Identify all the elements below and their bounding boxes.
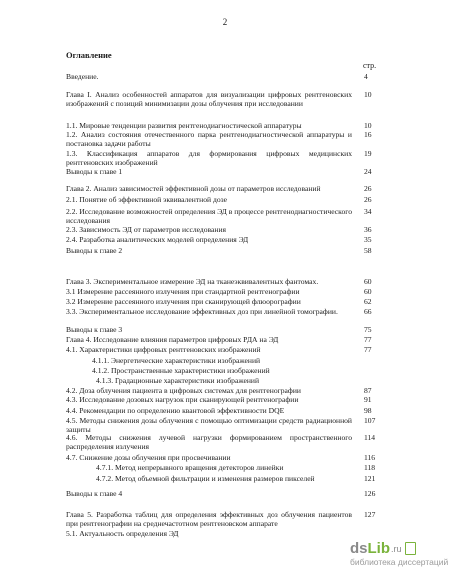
toc-entry xyxy=(66,308,396,317)
toc-entry-text: 4.7.1. Метод непрерывного вращения детекторов линейки xyxy=(96,463,284,472)
toc-entry xyxy=(96,475,396,484)
toc-entry xyxy=(66,417,396,435)
page-column-label: стр. xyxy=(363,61,377,70)
toc-entry-text: 3.2 Измерение рассеянного излучения при сканирующей флюорографии xyxy=(66,297,301,306)
toc-entry xyxy=(66,236,396,245)
toc-entry xyxy=(66,73,396,82)
toc-entry xyxy=(66,530,396,539)
toc-entry xyxy=(66,490,396,499)
watermark xyxy=(350,540,450,567)
toc-entry-text: 3.1 Измерение рассеянного излучения при стандартной рентгенографии xyxy=(66,287,300,296)
toc-entry-page: 4 xyxy=(364,72,368,81)
toc-entry-page: 16 xyxy=(364,130,372,139)
toc-entry xyxy=(66,288,396,297)
toc-entry-text: 4.7. Снижение дозы облучения при просвечивании xyxy=(66,453,231,462)
toc-entry xyxy=(96,377,396,386)
toc-entry-page: 66 xyxy=(364,307,372,316)
toc-entry xyxy=(66,434,396,452)
toc-entry-text: 2.3. Зависимость ЭД от параметров исследования xyxy=(66,225,227,234)
toc-entry-page: 118 xyxy=(364,463,376,472)
toc-entry-text: Глава 3. Экспериментальное измерение ЭД на тканеэквивалентных фантомах. xyxy=(66,277,319,286)
toc-entry-text: 4.6. Методы снижения лучевой нагрузки формированием пространственного распределения излучения xyxy=(66,433,352,451)
book-icon xyxy=(405,542,416,555)
toc-entry xyxy=(66,91,396,109)
toc-entry-text: 2.4. Разработка аналитических моделей определения ЭД xyxy=(66,235,249,244)
toc-entry xyxy=(66,131,396,149)
toc-entry-text: 4.1. Характеристики цифровых рентгеновских изображений xyxy=(66,345,261,354)
toc-entry-page: 26 xyxy=(364,184,372,193)
toc-entry xyxy=(92,357,396,366)
toc-entry xyxy=(66,336,396,345)
toc-entry-page: 77 xyxy=(364,345,372,354)
toc-entry-page: 58 xyxy=(364,246,372,255)
toc-entry-text: 1.2. Анализ состояния отечественного парка рентгенодиагностической аппаратуры и постановка задачи работы xyxy=(66,130,352,148)
toc-entry-page: 19 xyxy=(364,149,372,158)
toc-entry xyxy=(66,326,396,335)
toc-entry-page: 62 xyxy=(364,297,372,306)
toc-entry xyxy=(66,196,396,205)
toc-entry-page: 60 xyxy=(364,287,372,296)
toc-entry-text: 4.1.1. Энергетические характеристики изображений xyxy=(92,356,261,365)
toc-entry xyxy=(66,407,396,416)
toc-entry-text: 4.7.2. Метод объемной фильтрации и изменения размеров пикселей xyxy=(96,474,315,483)
toc-entry-text: Выводы к главе 3 xyxy=(66,325,123,334)
toc-entry-page: 121 xyxy=(364,474,376,483)
toc-entry xyxy=(66,168,396,177)
toc-entry-text: 2.1. Понятие об эффективной эквивалентной дозе xyxy=(66,195,228,204)
toc-entry xyxy=(66,346,396,355)
toc-entry-page: 75 xyxy=(364,325,372,334)
toc-entry-page: 34 xyxy=(364,207,372,216)
toc-entry-text: 4.1.3. Градационные характеристики изображений xyxy=(96,376,260,385)
toc-entry-text: 5.1. Актуальность определения ЭД xyxy=(66,529,179,538)
toc-entry-page: 127 xyxy=(364,510,376,519)
toc-entry-text: 4.5. Методы снижения дозы облучения с помощью оптимизации средств радиационной защиты xyxy=(66,416,352,434)
toc-entry-page: 36 xyxy=(364,225,372,234)
toc-entry-text: Глава 5. Разработка таблиц для определения эффективных доз облучения пациентов при рентгенографии на среднечастотном рентгеновском аппарате xyxy=(66,510,352,528)
toc-entry xyxy=(66,185,396,194)
toc-entry-text: Введение. xyxy=(66,72,99,81)
toc-entry-text: 4.3. Исследование дозовых нагрузок при сканирующей рентгенографии xyxy=(66,395,299,404)
toc-entry xyxy=(66,208,396,226)
toc-entry-page: 98 xyxy=(364,406,372,415)
toc-entry-text: 1.3. Классификация аппаратов для формирования цифровых медицинских рентгеновских изображений xyxy=(66,149,352,167)
toc-entry-page: 26 xyxy=(364,195,372,204)
toc-entry-page: 87 xyxy=(364,386,372,395)
page-number: 2 xyxy=(222,17,228,27)
toc-title: Оглавление xyxy=(66,50,112,60)
toc-entry-text: 2.2. Исследование возможностей определения ЭД в процессе рентгенодиагностического исследования xyxy=(66,207,352,225)
toc-entry-page: 60 xyxy=(364,277,372,286)
toc-entry-text: Выводы к главе 2 xyxy=(66,246,123,255)
toc-entry xyxy=(66,226,396,235)
toc-entry xyxy=(66,247,396,256)
toc-entry xyxy=(66,278,396,287)
toc-entry-text: 3.3. Экспериментальное исследование эффективных доз при линейной томографии. xyxy=(66,307,338,316)
toc-entry-text: Глава 4. Исследование влияния параметров цифровых РДА на ЭД xyxy=(66,335,279,344)
toc-entry-page: 126 xyxy=(364,489,376,498)
toc-entry xyxy=(92,367,396,376)
toc-entry-page: 10 xyxy=(364,121,372,130)
dslib-logo: ds Lib .ru xyxy=(350,540,450,557)
toc-entry-text: Глава 2. Анализ зависимостей эффективной дозы от параметров исследований xyxy=(66,184,321,193)
toc-entry-text: 4.4. Рекомендации по определению квантовой эффективности DQE xyxy=(66,406,285,415)
watermark-subtitle: библиотека диссертаций xyxy=(350,557,449,567)
toc-entry-page: 10 xyxy=(364,90,372,99)
toc-entry xyxy=(66,454,396,463)
toc-entry-page: 116 xyxy=(364,453,376,462)
toc-entry-text: Выводы к главе 1 xyxy=(66,167,123,176)
toc-entry xyxy=(96,464,396,473)
toc-entry xyxy=(66,396,396,405)
toc-entry-page: 77 xyxy=(364,335,372,344)
toc-entry xyxy=(66,298,396,307)
toc-entry xyxy=(66,511,396,529)
toc-entry-text: 4.2. Доза облучения пациента в цифровых системах для рентгенографии xyxy=(66,386,301,395)
toc-entry-text: Глава I. Анализ особенностей аппаратов для визуализации цифровых рентгеновских изображений с позиций минимизации дозы облучения при исследовании xyxy=(66,90,352,108)
toc-entry-text: Выводы к главе 4 xyxy=(66,489,123,498)
toc-entry-text: 1.1. Мировые тенденции развития рентгенодиагностической аппаратуры xyxy=(66,121,302,130)
toc-entry-page: 35 xyxy=(364,235,372,244)
toc-entry xyxy=(66,150,396,168)
toc-entry-page: 107 xyxy=(364,416,376,425)
toc-entry-page: 24 xyxy=(364,167,372,176)
toc-entry-page: 91 xyxy=(364,395,372,404)
toc-entry-text: 4.1.2. Пространственные характеристики изображений xyxy=(92,366,270,375)
toc-entry-page: 114 xyxy=(364,433,376,442)
